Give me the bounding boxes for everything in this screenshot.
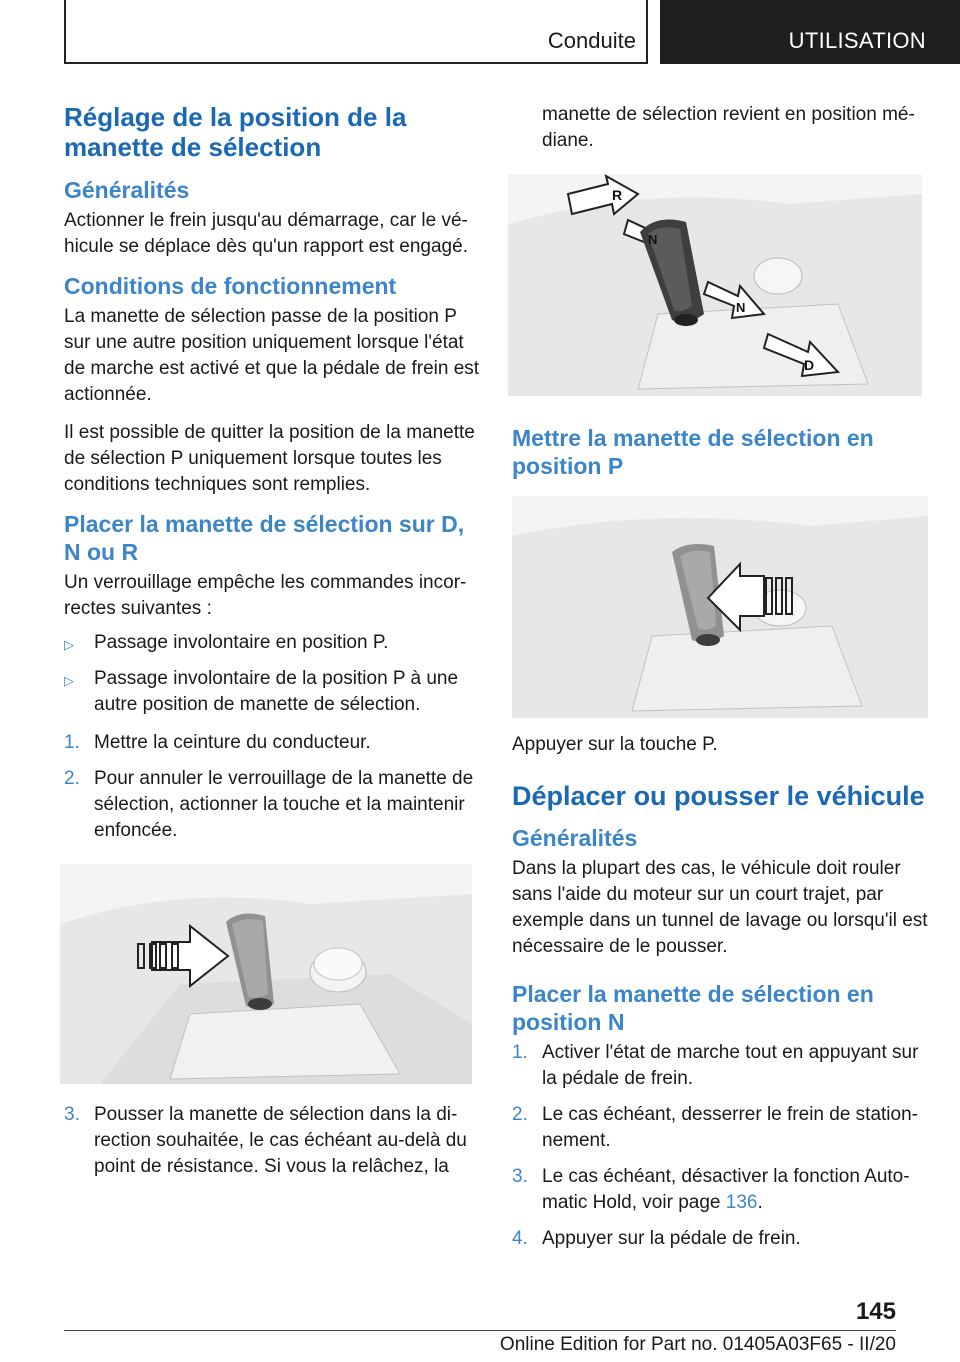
step-number: 1. [512, 1042, 528, 1063]
heading-conditions: Conditions de fonctionnement [64, 273, 397, 299]
shift-lever-push-illustration [60, 864, 472, 1084]
step-number: 3. [512, 1166, 528, 1187]
steps-list-continued [64, 1102, 484, 1180]
list-item: ▷ Passage involontaire en position P. [64, 630, 484, 656]
list-item: 2. Le cas échéant, desserrer le frein de station-nement. [512, 1104, 918, 1151]
header-chapter-box [660, 0, 960, 64]
list-item: 4. Appuyer sur la pédale de frein. [512, 1226, 932, 1252]
list-item: 1. Activer l'état de marche tout en appuyant sur la pédale de frein. [512, 1042, 919, 1089]
paragraph-conditions-2: Il est possible de quitter la position de la manette de sélection P uniquement lorsque toutes les conditions techniques sont remplies. [64, 422, 475, 495]
header-chapter-title: UTILISATION [788, 28, 926, 53]
label-n-bottom: N [736, 300, 746, 315]
list-item: 1. Mettre la ceinture du conducteur. [64, 730, 484, 756]
list-item: ▷ Passage involontaire de la position P à une autre position de manette de sélection. [64, 668, 459, 715]
step-number: 2. [64, 768, 80, 789]
step-number: 1. [64, 732, 80, 753]
step-number: 4. [512, 1228, 528, 1249]
heading-mettre-p: Mettre la manette de sélection en position P [512, 425, 874, 479]
page-number: 145 [855, 1298, 896, 1325]
heading-placer-n: Placer la manette de sélection en position N [512, 981, 874, 1035]
label-n-top: N [648, 232, 658, 247]
bullet-list [64, 630, 484, 718]
page-link[interactable]: 136 [725, 1192, 758, 1213]
steps-list-n [512, 1040, 932, 1252]
heading-placer-d-n-r: Placer la manette de sélection sur D, N ou R [64, 511, 465, 565]
list-item: 2. Pour annuler le verrouillage de la manette de sélection, actionner la touche et la maintenir enfoncée. [64, 768, 474, 841]
step-number: 2. [512, 1104, 528, 1125]
header-section-title: Conduite [547, 28, 636, 53]
heading-generalites-right: Généralités [512, 825, 638, 851]
footer-divider [64, 1330, 896, 1331]
paragraph-generalites-right: Dans la plupart des cas, le véhicule doit rouler sans l'aide du moteur sur un court trajet, par exemple dans un tunnel de lavage ou lorsqu'il est nécessaire de le pousser. [512, 858, 928, 957]
paragraph-continued: manette de sélection revient en position mé-diane. [542, 104, 915, 151]
list-item: 3. Pousser la manette de sélection dans la di-rection souhaitée, le cas échéant au-delà du point de résistance. Si vous la relâchez, la [64, 1104, 467, 1177]
paragraph-appuyer-p: Appuyer sur la touche P. [512, 734, 718, 755]
right-column [512, 102, 932, 1264]
steps-list [64, 730, 484, 844]
label-d: D [804, 357, 815, 373]
paragraph-placer: Un verrouillage empêche les commandes incor-rectes suivantes : [64, 572, 467, 619]
left-column [64, 102, 484, 1192]
label-r: R [612, 187, 623, 203]
footer-edition: Online Edition for Part no. 01405A03F65 - II/20 [499, 1334, 896, 1355]
press-p-button-illustration [512, 496, 928, 718]
triangle-bullet-icon: ▷ [64, 673, 74, 688]
list-item: 3. Le cas échéant, désactiver la fonction Auto-matic Hold, voir page 136. [512, 1166, 910, 1213]
paragraph-conditions-1: La manette de sélection passe de la position P sur une autre position uniquement lorsque l'état de marche est activé et que la pédale de frein est actionnée. [64, 306, 480, 405]
step-number: 3. [64, 1104, 80, 1125]
section-title: Réglage de la position de la manette de sélection [64, 102, 407, 162]
figure-press-p [512, 496, 928, 718]
heading-deplacer: Déplacer ou pousser le véhicule [512, 781, 925, 811]
figure-push-lever [60, 864, 472, 1084]
figure-shift-pattern [508, 174, 922, 396]
triangle-bullet-icon: ▷ [64, 637, 74, 652]
shift-pattern-illustration [508, 174, 922, 396]
paragraph-generalites: Actionner le frein jusqu'au démarrage, car le vé-hicule se déplace dès qu'un rapport est engagé. [64, 210, 468, 257]
heading-generalites: Généralités [64, 177, 190, 203]
